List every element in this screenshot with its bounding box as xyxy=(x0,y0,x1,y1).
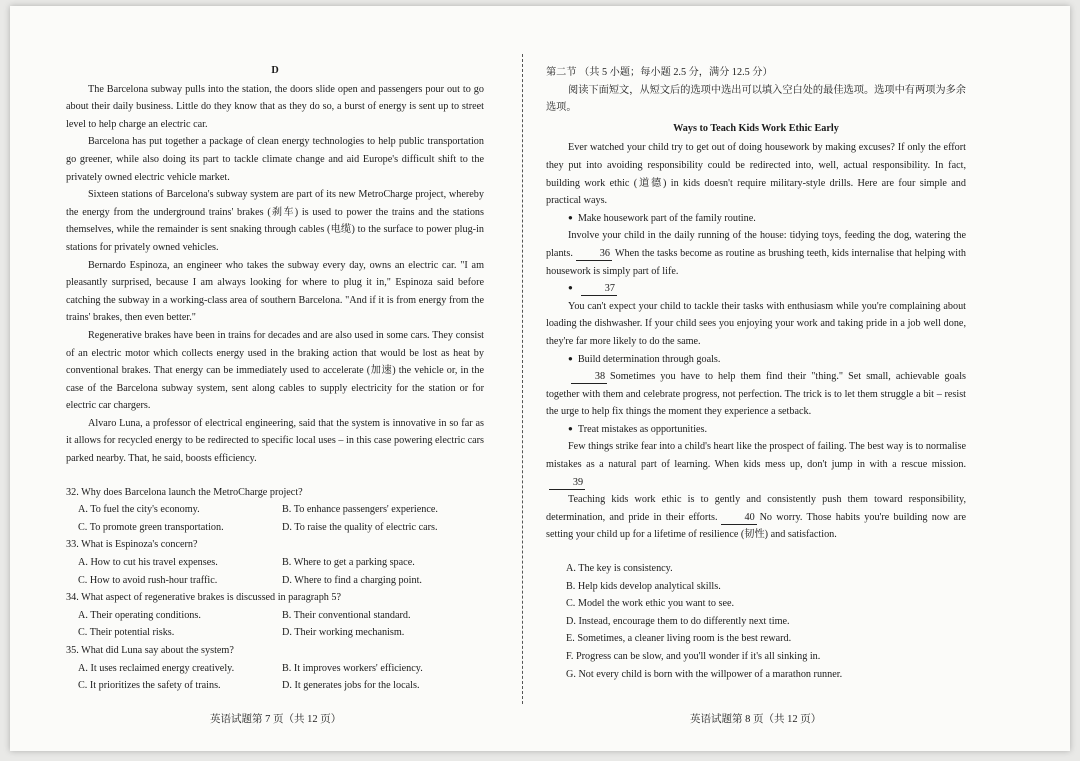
column-divider xyxy=(522,54,523,704)
option-d: D. To raise the quality of electric cars. xyxy=(282,521,438,533)
bullet-text: Make housework part of the family routine. xyxy=(577,212,756,224)
blank-40[interactable]: 40 xyxy=(721,511,757,525)
passage-paragraph xyxy=(546,438,966,491)
bullet-text: Treat mistakes as opportunities. xyxy=(577,423,708,435)
bullet-point xyxy=(546,210,966,228)
choice-g: G. Not every child is born with the willpower of a marathon runner. xyxy=(566,668,843,680)
choice-a: A. The key is consistency. xyxy=(566,563,673,575)
question-33 xyxy=(66,536,484,589)
question-stem: 35. What did Luna say about the system? xyxy=(66,645,234,656)
choice-b: B. Help kids develop analytical skills. xyxy=(566,580,721,592)
passage-paragraph: Ever watched your child try to get out of doing housework by making excuses? If only the effort they put into avoiding responsibility could be redirected into, well, actual responsibility. In fact, building work ethic (道德) in kids doesn't require military-style drills. Here are four simple and practical ways. xyxy=(546,142,966,207)
paragraph-text: Involve your child in the daily running of the house: tidying toys, feeding the dog, watering the plants. xyxy=(546,230,966,259)
left-page xyxy=(66,62,484,695)
choice-c: C. Model the work ethic you want to see. xyxy=(566,598,735,610)
passage-paragraph xyxy=(546,368,966,421)
choice-e: E. Sometimes, a cleaner living room is the best reward. xyxy=(566,633,792,645)
blank-38[interactable]: 38 xyxy=(571,370,607,384)
passage-paragraph xyxy=(546,491,966,544)
option-c: C. It prioritizes the safety of trains. xyxy=(78,680,221,692)
section-heading: 第二节 （共 5 小题；每小题 2.5 分，满分 12.5 分） xyxy=(546,67,773,78)
section-title-d: D xyxy=(271,65,279,76)
option-b: B. To enhance passengers' experience. xyxy=(282,504,438,516)
right-page xyxy=(546,64,966,683)
option-a: A. To fuel the city's economy. xyxy=(78,504,200,516)
instructions: 阅读下面短文，从短文后的选项中选出可以填入空白处的最佳选项。选项中有两项为多余选项。 xyxy=(546,84,966,114)
blank-39[interactable]: 39 xyxy=(549,476,585,490)
paragraph-text: No worry. Those habits you're building now are setting your child up for a lifetime of resilience (韧性) and satisfaction. xyxy=(546,511,966,541)
passage-paragraph: The Barcelona subway pulls into the station, the doors slide open and passengers pour out to go about their daily business. Little do they know that as they do so, a burst of energy is sent up to street level to help charge an electric car. xyxy=(66,83,484,130)
page-footer-7: 英语试题第 7 页（共 12 页） xyxy=(210,714,342,725)
question-34 xyxy=(66,589,484,642)
option-d: D. It generates jobs for the locals. xyxy=(282,680,420,692)
passage-paragraph: Regenerative brakes have been in trains for decades and are also used in some cars. They consist of an electric motor which collects energy used in the braking action that would be lost as heat by conventional brakes. That energy can be immediately used to accelerate (加速) the vehicle or, in the case of the Barcelona subway system, sent along cables to supply electricity for the station or for electric car chargers. xyxy=(66,329,484,412)
passage-paragraph: Alvaro Luna, a professor of electrical engineering, said that the system is innovative in so far as it allows for recycled energy to be redirected to specific local uses – in this case powering electric cars parked nearby. That, he said, boosts efficiency. xyxy=(66,417,484,465)
option-c: C. To promote green transportation. xyxy=(78,521,224,533)
passage-paragraph: Barcelona has put together a package of clean energy technologies to help public transportation go greener, while also doing its part to tackle climate change and aid Europe's difficult shift to the privately owned electric vehicle market. xyxy=(66,136,484,183)
question-stem: 33. What is Espinoza's concern? xyxy=(66,539,198,551)
bullet-point xyxy=(546,280,966,298)
choice-d: D. Instead, encourage them to do differently next time. xyxy=(566,615,790,627)
option-d: D. Where to find a charging point. xyxy=(282,574,422,586)
exam-sheet xyxy=(10,6,1070,751)
paragraph-text: Sometimes you have to help them find their "thing." Set small, achievable goals together with them and celebrate progress, not perfection. The trick is to let them struggle a bit – resist the urge to help fix things the moment they experience a setback. xyxy=(546,371,966,418)
bullet-point xyxy=(546,351,966,369)
question-32 xyxy=(66,484,484,537)
choice-f: F. Progress can be slow, and you'll wonder if it's all sinking in. xyxy=(566,651,821,662)
option-b: B. Where to get a parking space. xyxy=(282,557,415,569)
passage-paragraph: You can't expect your child to tackle their tasks with enthusiasm while you're complaining about loading the dishwasher. If your child sees you enjoying your work and taking pride in a job well done, they're far more likely to do the same. xyxy=(546,300,966,347)
passage-paragraph: Bernardo Espinoza, an engineer who takes the subway every day, owns an electric car. "I am pleasantly surprised, because I am always looking for where to plug it in," Espinoza said before catching the subway in a working-class area of southern Barcelona. "And if it is from energy from the trains' brakes, then even better." xyxy=(66,259,484,324)
paragraph-text: Teaching kids work ethic is to gently and consistently push them toward responsibility, determination, and pride in their efforts. xyxy=(546,494,966,523)
option-b: B. Their conventional standard. xyxy=(282,609,411,621)
option-c: C. How to avoid rush-hour traffic. xyxy=(78,574,218,586)
option-b: B. It improves workers' efficiency. xyxy=(282,662,423,674)
blank-36[interactable]: 36 xyxy=(576,247,612,261)
option-c: C. Their potential risks. xyxy=(78,627,175,639)
paragraph-text: Few things strike fear into a child's heart like the prospect of failing. The best way is to normalise mistakes as a natural part of learning. When kids mess up, don't jump in with a rescue mission. xyxy=(546,441,966,471)
option-a: A. Their operating conditions. xyxy=(78,609,201,621)
option-d: D. Their working mechanism. xyxy=(282,627,405,639)
bullet-text: Build determination through goals. xyxy=(577,353,721,365)
option-a: A. It uses reclaimed energy creatively. xyxy=(78,662,235,674)
passage-paragraph xyxy=(546,227,966,280)
question-stem: 34. What aspect of regenerative brakes is discussed in paragraph 5? xyxy=(66,592,342,604)
blank-37[interactable]: 37 xyxy=(581,282,617,296)
page-footer-8: 英语试题第 8 页（共 12 页） xyxy=(690,714,822,725)
bullet-point xyxy=(546,421,966,439)
option-a: A. How to cut his travel expenses. xyxy=(78,557,218,569)
question-35 xyxy=(66,642,484,695)
passage-title: Ways to Teach Kids Work Ethic Early xyxy=(673,122,839,134)
paragraph-text: When the tasks become as routine as brushing teeth, kids internalise that helping with housework is simply part of life. xyxy=(546,247,966,277)
passage-paragraph: Sixteen stations of Barcelona's subway system are part of its new MetroCharge project, whereby the energy from the underground trains' brakes (刹车) is used to power the trains and the stations themselves, while the remainder is sent snaking through cables (电缆) to the surface to power plug-in stations for privately owned vehicles. xyxy=(66,189,484,253)
question-stem: 32. Why does Barcelona launch the MetroCharge project? xyxy=(66,486,303,498)
